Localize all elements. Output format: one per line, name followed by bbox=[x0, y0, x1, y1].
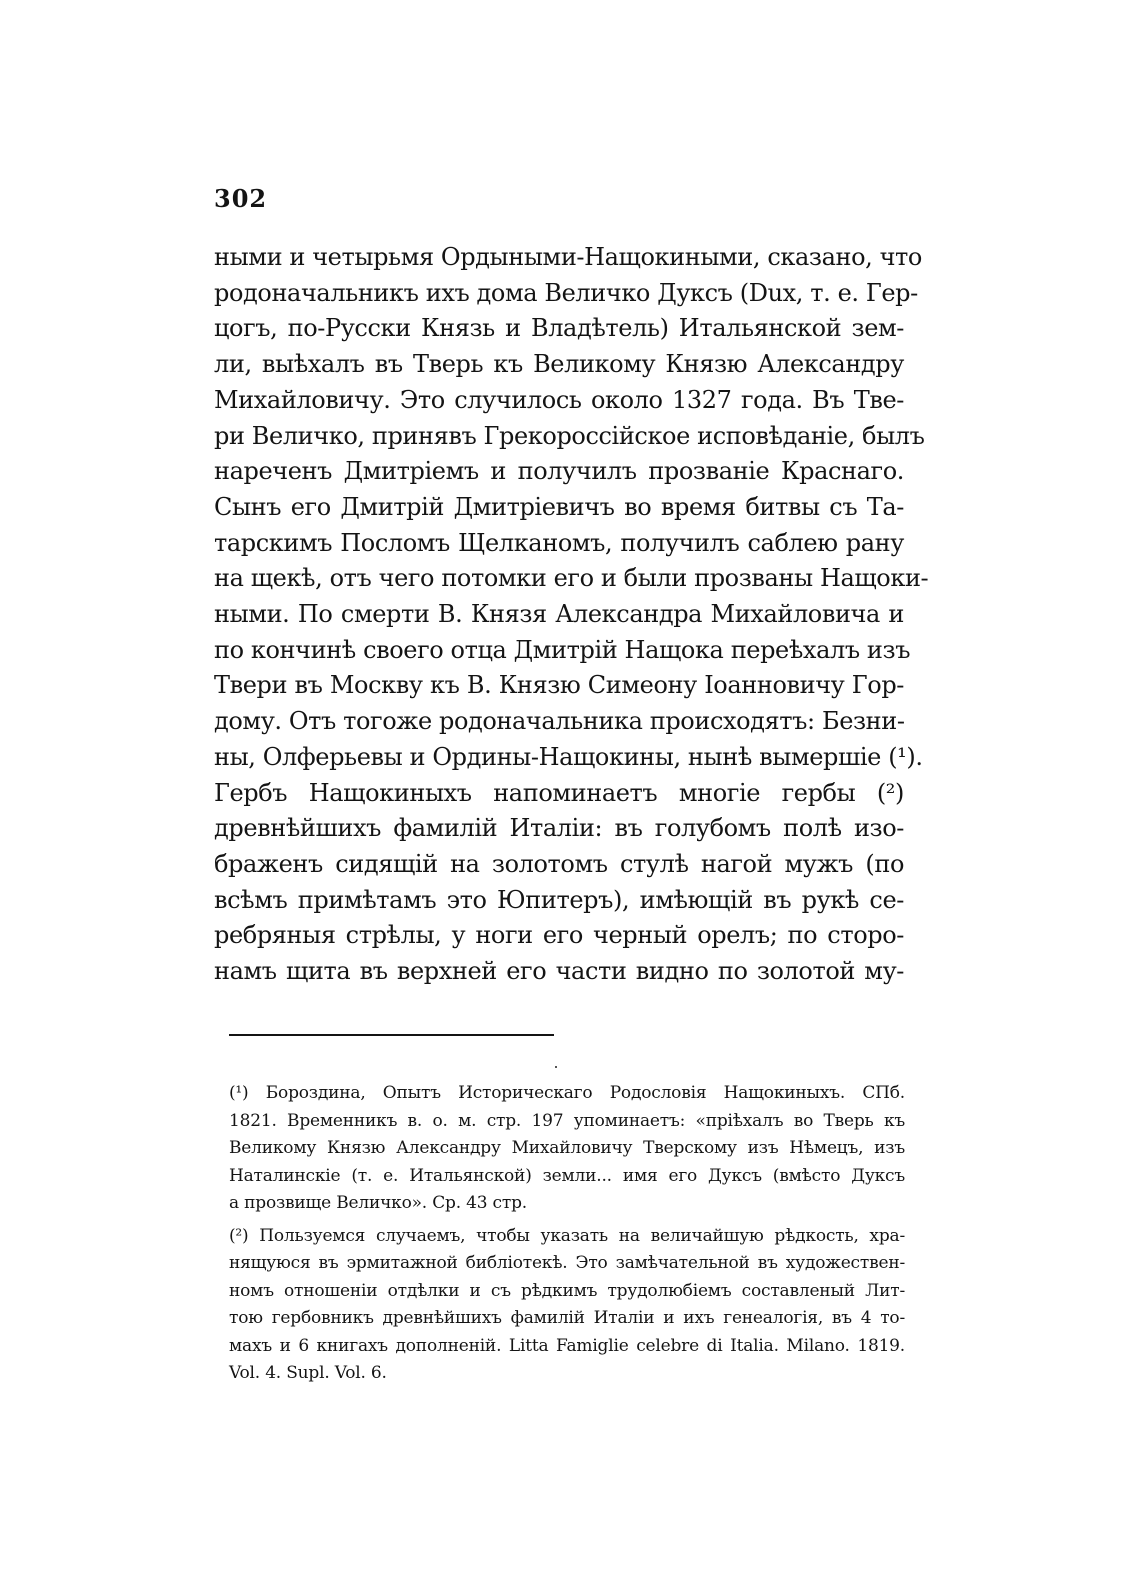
text-line: Гербъ Нащокиныхъ напоминаетъ многіе гербы (²) bbox=[214, 778, 904, 807]
text-line: древнѣйшихъ фамилій Италіи: въ голубомъ полѣ изо- bbox=[214, 814, 904, 843]
print-speck bbox=[555, 1066, 557, 1068]
text-line: браженъ сидящій на золотомъ стулѣ нагой мужъ (по bbox=[214, 849, 904, 878]
text-line: всѣмъ примѣтамъ это Юпитеръ), имѣющій въ рукѣ се- bbox=[214, 885, 904, 914]
text-line: Сынъ его Дмитрій Дмитріевичъ во время битвы съ Та- bbox=[214, 492, 904, 521]
main-text bbox=[214, 240, 929, 990]
footnote-line: Vol. 4. Supl. Vol. 6. bbox=[229, 1363, 387, 1383]
footnotes bbox=[229, 1080, 905, 1388]
text-line: на щекѣ, отъ чего потомки его и были прозваны Нащоки- bbox=[214, 564, 929, 593]
footnote-line: Наталинскіе (т. е. Итальянской) земли... имя его Дуксъ (вмѣсто Дуксъ bbox=[229, 1165, 905, 1186]
text-line: родоначальникъ ихъ дома Величко Дуксъ (Dux, т. е. Гер- bbox=[214, 278, 918, 307]
footnote-line: (¹) Бороздина, Опытъ Историческаго Родословія Нащокиныхъ. СПб. bbox=[229, 1083, 905, 1103]
footnote-line: Великому Князю Александру Михайловичу Тверскому изъ Нѣмецъ, изъ bbox=[229, 1138, 905, 1158]
text-line: дому. Отъ тогоже родоначальника происходятъ: Безни- bbox=[214, 707, 905, 736]
footnote-2 bbox=[229, 1223, 905, 1388]
text-line: намъ щита въ верхней его части видно по золотой му- bbox=[214, 957, 904, 986]
footnote-line: (²) Пользуемся случаемъ, чтобы указать на величайшую рѣдкость, хра- bbox=[229, 1225, 905, 1246]
text-line: ребряныя стрѣлы, у ноги его черный орелъ; по сторо- bbox=[214, 921, 904, 950]
text-line: цогъ, по-Русски Князь и Владѣтель) Итальянской зем- bbox=[214, 314, 904, 343]
text-line: ны, Олферьевы и Ордины-Нащокины, нынѣ вымершіе (¹). bbox=[214, 742, 923, 771]
text-line: ными. По смерти В. Князя Александра Михайловича и bbox=[214, 600, 904, 629]
text-line: ли, выѣхалъ въ Тверь къ Великому Князю Александру bbox=[214, 350, 904, 379]
text-line: по кончинѣ своего отца Дмитрій Нащока переѣхалъ изъ bbox=[214, 635, 911, 664]
footnote-line: 1821. Временникъ в. о. м. стр. 197 упоминаетъ: «пріѣхалъ во Тверь къ bbox=[229, 1110, 905, 1131]
text-line: тарскимъ Посломъ Щелканомъ, получилъ саблею рану bbox=[214, 528, 904, 557]
footnote-line: нящуюся въ эрмитажной библіотекѣ. Это замѣчательной въ художествен- bbox=[229, 1253, 905, 1273]
text-line: Твери въ Москву къ В. Князю Симеону Іоанновичу Гор- bbox=[214, 671, 904, 700]
footnote-line: а прозвище Величко». Ср. 43 стр. bbox=[229, 1193, 527, 1213]
footnote-line: тою гербовникъ древнѣйшихъ фамилій Италіи и ихъ генеалогія, въ 4 то- bbox=[229, 1308, 905, 1328]
footnote-divider bbox=[229, 1034, 554, 1036]
text-line: ри Величко, принявъ Грекороссійское исповѣданіе, былъ bbox=[214, 421, 925, 450]
text-line: Михайловичу. Это случилось около 1327 года. Въ Тве- bbox=[214, 385, 904, 414]
page-number: 302 bbox=[214, 184, 268, 213]
text-line: нареченъ Дмитріемъ и получилъ прозваніе Краснаго. bbox=[214, 457, 904, 486]
text-line: ными и четырьмя Ордыными-Нащокиными, сказано, что bbox=[214, 243, 922, 271]
footnote-line: номъ отношеніи отдѣлки и съ рѣдкимъ трудолюбіемъ составленый Лит- bbox=[229, 1280, 905, 1301]
footnote-1 bbox=[229, 1080, 905, 1218]
footnote-line: махъ и 6 книгахъ дополненій. Litta Famiglie celebre di Italia. Milano. 1819. bbox=[229, 1335, 905, 1356]
